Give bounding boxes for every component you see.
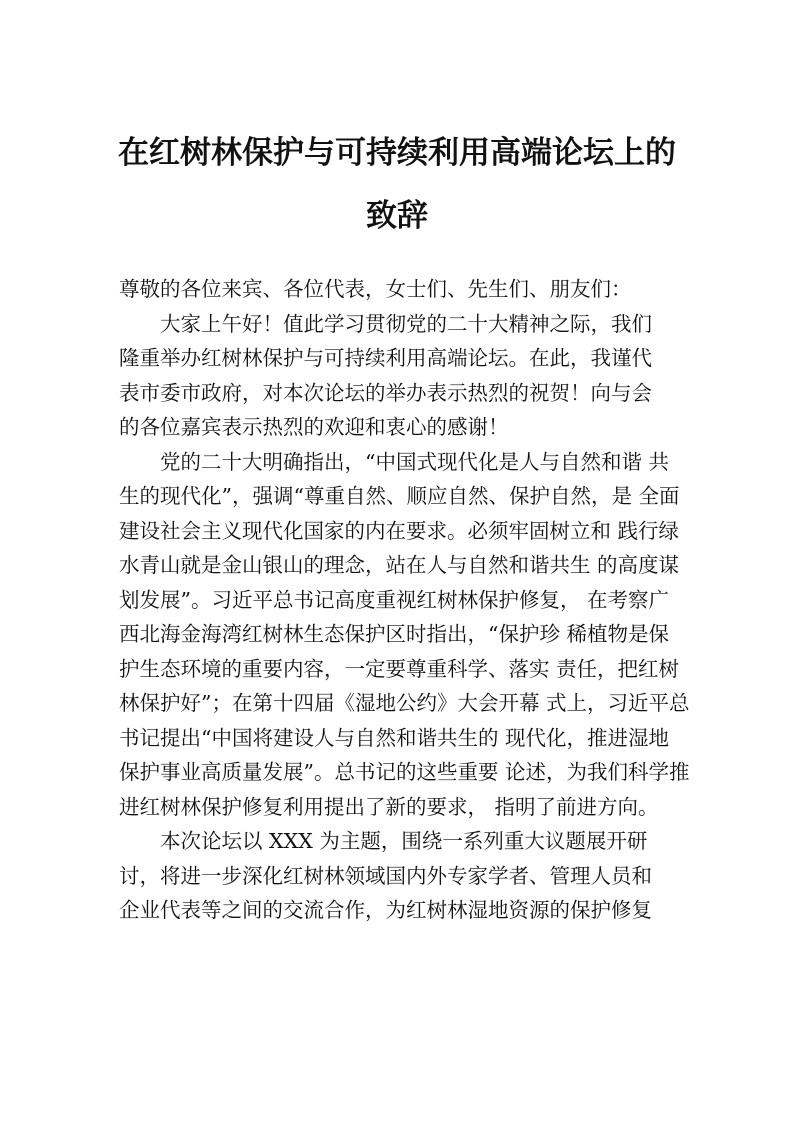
body-line: 进红树林保护修复利用提出了新的要求， 指明了前进方向。	[119, 794, 659, 819]
document-title-line-1: 在红树林保护与可持续利用高端论坛上的	[118, 135, 676, 171]
body-line: 书记提出“中国将建设人与自然和谐共生的 现代化，推进湿地	[119, 725, 669, 750]
body-line: 本次论坛以 XXX 为主题，围绕一系列重大议题展开研	[160, 829, 648, 853]
body-line: 西北海金海湾红树林生态保护区时指出，“保护珍 稀植物是保	[119, 622, 669, 646]
body-line: 讨，将进一步深化红树林领域国内外专家学者、管理人员和	[119, 863, 652, 888]
body-line: 的各位嘉宾表示热烈的欢迎和衷心的感谢！	[119, 415, 509, 439]
document-body	[119, 272, 694, 928]
document-title-line-2: 致辞	[366, 198, 428, 234]
salutation-line: 尊敬的各位来宾、各位代表，女士们、先生们、朋友们：	[119, 277, 632, 301]
body-line: 水青山就是金山银山的理念，站在人与自然和谐共生 的高度谋	[119, 553, 680, 577]
body-line: 企业代表等之间的交流合作，为红树林湿地资源的保护修复	[119, 898, 652, 922]
body-line: 划发展”。习近平总书记高度重视红树林保护修复， 在考察广	[119, 587, 669, 612]
body-line: 大家上午好！值此学习贯彻党的二十大精神之际，我们	[160, 311, 652, 336]
body-line: 护生态环境的重要内容，一定要尊重科学、落实 责任，把红树	[119, 656, 680, 681]
body-line: 建设社会主义现代化国家的内在要求。必须牢固树立和 践行绿	[119, 518, 680, 543]
body-line: 党的二十大明确指出，“中国式现代化是人与自然和谐 共	[160, 449, 669, 474]
body-line: 林保护好”；在第十四届《湿地公约》大会开幕 式上，习近平总	[119, 691, 690, 715]
body-line: 表市委市政府，对本次论坛的举办表示热烈的祝贺！向与会	[119, 380, 652, 405]
body-line: 隆重举办红树林保护与可持续利用高端论坛。在此，我谨代	[119, 346, 652, 370]
body-line: 保护事业高质量发展”。总书记的这些重要 论述，为我们科学推	[119, 760, 690, 784]
body-line: 生的现代化”，强调“尊重自然、顺应自然、保护自然，是 全面	[119, 484, 680, 508]
